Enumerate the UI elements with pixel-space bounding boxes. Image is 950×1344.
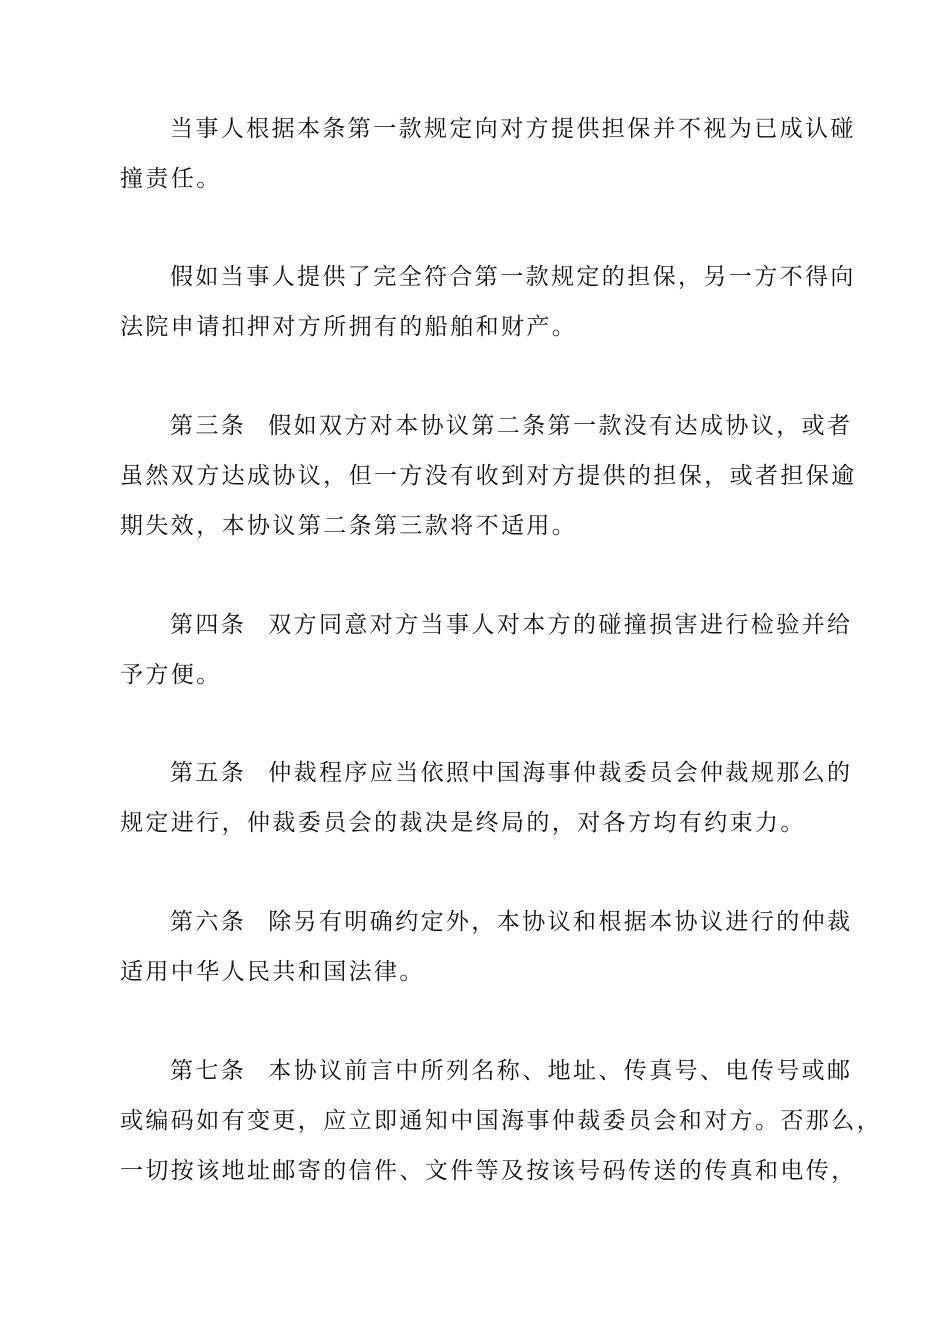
- article-text: 除另有明确约定外，本协议和根据本协议进行的仲裁: [268, 909, 853, 935]
- article-text: 本协议前言中所列名称、地址、传真号、电传号或邮: [268, 1058, 853, 1084]
- article-number: 第六条: [170, 909, 247, 935]
- paragraph-line: 规定进行，仲裁委员会的裁决是终局的，对各方均有约束力。: [120, 810, 806, 836]
- paragraph-line: 予方便。: [120, 662, 222, 688]
- paragraph-line: 一切按该地址邮寄的信件、文件等及按该号码传送的传真和电传，: [120, 1158, 857, 1184]
- paragraph-line: 或编码如有变更，应立即通知中国海事仲裁委员会和对方。否那么，: [120, 1108, 882, 1134]
- paragraph-line: 虽然双方达成协议，但一方没有收到对方提供的担保，或者担保逾: [120, 463, 857, 489]
- article-5: [120, 748, 853, 848]
- article-text: 双方同意对方当事人对本方的碰撞损害进行检验并给: [268, 612, 853, 638]
- paragraph-guarantee-not-admission: [120, 104, 856, 204]
- article-6: [120, 897, 853, 997]
- paragraph-no-arrest: [120, 252, 856, 352]
- article-number: 第七条: [170, 1058, 247, 1084]
- article-7: [120, 1046, 882, 1196]
- paragraph-line: [120, 401, 853, 451]
- article-number: 第三条: [170, 413, 247, 439]
- paragraph-line: 假如当事人提供了完全符合第一款规定的担保，另一方不得向: [170, 264, 856, 290]
- article-number: 第五条: [170, 760, 247, 786]
- paragraph-line: [120, 897, 853, 947]
- article-text: 仲裁程序应当依照中国海事仲裁委员会仲裁规那么的: [268, 760, 853, 786]
- paragraph-line: [120, 600, 853, 650]
- paragraph-line: 撞责任。: [120, 166, 222, 192]
- article-text: 假如双方对本协议第二条第一款没有达成协议，或者: [268, 413, 853, 439]
- paragraph-line: [120, 748, 853, 798]
- article-4: [120, 600, 853, 700]
- paragraph-line: 适用中华人民共和国法律。: [120, 959, 425, 985]
- paragraph-line: [120, 1046, 853, 1096]
- paragraph-line: 期失效，本协议第二条第三款将不适用。: [120, 513, 578, 539]
- paragraph-line: 法院申请扣押对方所拥有的船舶和财产。: [120, 314, 578, 340]
- paragraph-line: 当事人根据本条第一款规定向对方提供担保并不视为已成认碰: [170, 116, 856, 142]
- article-3: [120, 401, 857, 551]
- article-number: 第四条: [170, 612, 247, 638]
